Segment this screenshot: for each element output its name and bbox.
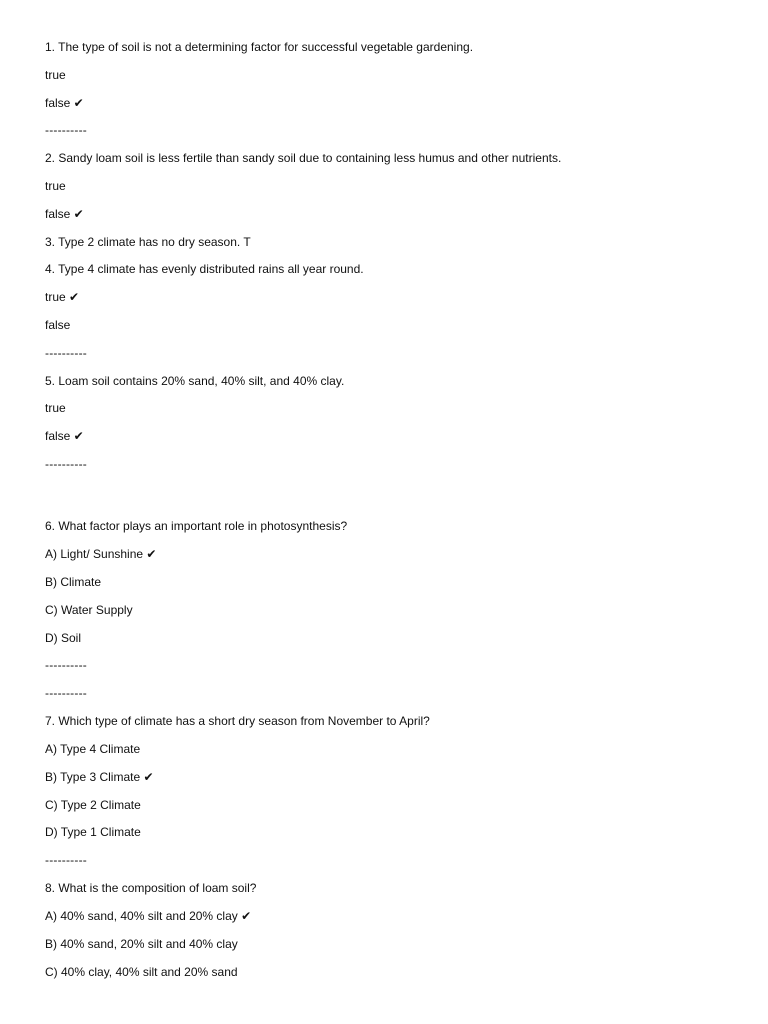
question-6-option-d: D) Soil [45,631,82,645]
question-7-option-a: A) Type 4 Climate [45,742,141,756]
question-5-option-false: false ✔ [45,429,84,443]
question-8-option-a: A) 40% sand, 40% silt and 20% clay ✔ [45,909,252,923]
question-4-option-true: true ✔ [45,290,80,304]
question-2: 2. Sandy loam soil is less fertile than sandy soil due to containing less humus and other nutrients. [45,151,562,165]
question-8-option-c: C) 40% clay, 40% silt and 20% sand [45,965,238,979]
question-8-option-b: B) 40% sand, 20% silt and 40% clay [45,937,238,951]
question-7: 7. Which type of climate has a short dry season from November to April? [45,714,430,728]
question-2-option-true: true [45,179,66,193]
question-1: 1. The type of soil is not a determining factor for successful vegetable gardening. [45,40,474,54]
separator: ---------- [45,853,87,867]
separator: ---------- [45,123,87,137]
question-6-option-c: C) Water Supply [45,603,133,617]
question-5-option-true: true [45,401,66,415]
separator: ---------- [45,346,87,360]
question-4: 4. Type 4 climate has evenly distributed rains all year round. [45,262,364,276]
question-6-option-b: B) Climate [45,575,102,589]
question-7-option-b: B) Type 3 Climate ✔ [45,770,154,784]
question-6-option-a: A) Light/ Sunshine ✔ [45,547,157,561]
question-2-option-false: false ✔ [45,207,84,221]
question-4-option-false: false [45,318,71,332]
question-8: 8. What is the composition of loam soil? [45,881,257,895]
separator: ---------- [45,457,87,471]
separator: ---------- [45,658,87,672]
question-3: 3. Type 2 climate has no dry season. T [45,235,251,249]
question-6: 6. What factor plays an important role in photosynthesis? [45,519,348,533]
question-7-option-c: C) Type 2 Climate [45,798,141,812]
question-1-option-true: true [45,68,66,82]
question-1-option-false: false ✔ [45,96,84,110]
question-5: 5. Loam soil contains 20% sand, 40% silt, and 40% clay. [45,374,345,388]
question-7-option-d: D) Type 1 Climate [45,825,141,839]
separator: ---------- [45,686,87,700]
